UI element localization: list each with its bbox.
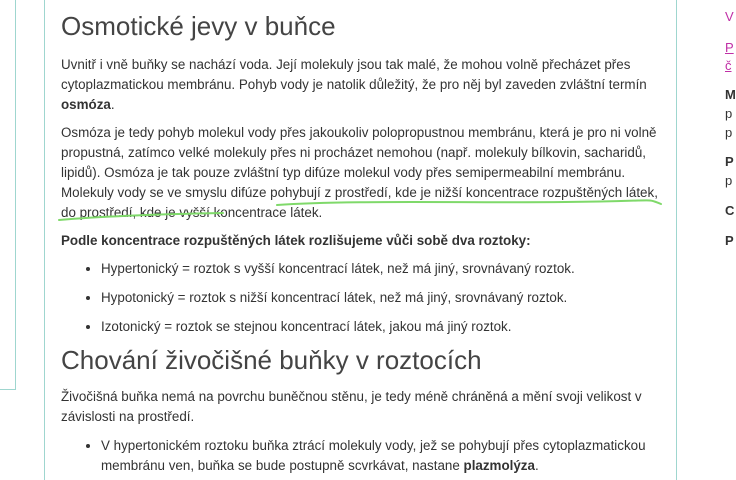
- term-osmoza: osmóza: [61, 97, 111, 112]
- paragraph-intro: [61, 55, 667, 115]
- sidebar-fragment: p: [725, 125, 733, 140]
- sidebar-link[interactable]: P: [725, 40, 734, 55]
- paragraph-solution-types: Podle koncentrace rozpuštěných látek rozlišujeme vůči sobě dva roztoky:: [61, 233, 531, 248]
- sidebar-fragment: P: [725, 154, 734, 169]
- sidebar-fragment: P: [725, 233, 734, 248]
- sidebar-fragment: V: [725, 9, 734, 24]
- sidebar-fragment: C: [725, 203, 735, 218]
- plasmolysis-end: .: [534, 458, 539, 473]
- list-item-plasmolysis: [101, 436, 661, 476]
- intro-text: Uvnitř i vně buňky se nachází voda. Její molekuly jsou tak malé, že mohou volně přecházet přes cytoplazmatickou membránu. Pohyb vody je natolik důležitý, že pro něj byl zaveden zvláštní termín: [61, 57, 647, 92]
- intro-end: .: [110, 97, 115, 112]
- list-item-isotonic: Izotonický = roztok se stejnou koncentrací látek, jakou má jiný roztok.: [101, 317, 661, 337]
- right-sidebar: [725, 0, 736, 480]
- list-item-hypertonic: Hypertonický = roztok s vyšší koncentrací látek, než má jiný, srovnávaný roztok.: [101, 259, 661, 279]
- heading-animal-cell: Chování živočišné buňky v roztocích: [61, 345, 482, 375]
- left-panel-border: [0, 0, 16, 390]
- sidebar-fragment: p: [725, 106, 733, 121]
- list-item-hypotonic: Hypotonický = roztok s nižší koncentrací látek, než má jiný, srovnávaný roztok.: [101, 288, 661, 308]
- term-plazmolyza: plazmolýza: [463, 458, 535, 473]
- paragraph-animal-cell: Živočišná buňka nemá na povrchu buněčnou stěnu, je tedy méně chráněná a mění svoji velikost v závislosti na prostředí.: [61, 389, 642, 424]
- heading-osmotic-phenomena: Osmotické jevy v buňce: [61, 11, 336, 41]
- sidebar-fragment: M: [725, 87, 736, 102]
- plasmolysis-text: V hypertonickém roztoku buňka ztrácí molekuly vody, jež se pohybují přes cytoplazmatickou membránu ven, buňka se bude postupně scvrkávat, nastane: [101, 438, 646, 473]
- article-panel: [44, 0, 677, 480]
- sidebar-fragment: p: [725, 173, 733, 188]
- paragraph-osmosis-definition: Osmóza je tedy pohyb molekul vody přes jakoukoliv polopropustnou membránu, která je pro ni volně propustná, zatímco velké molekuly přes ni procházet nemohou (např. molekuly bílkovin, sacharidů, lipidů). Osmóza je tak pouze zvláštní typ difúze molekul vody přes semipermeabilní membránu. Molekuly vody se ve smyslu difúze pohybují z prostředí, kde je nižší koncentrace rozpuštěných látek, do prostředí, kde je vyšší koncentrace látek.: [61, 125, 658, 220]
- sidebar-link[interactable]: č: [725, 58, 732, 73]
